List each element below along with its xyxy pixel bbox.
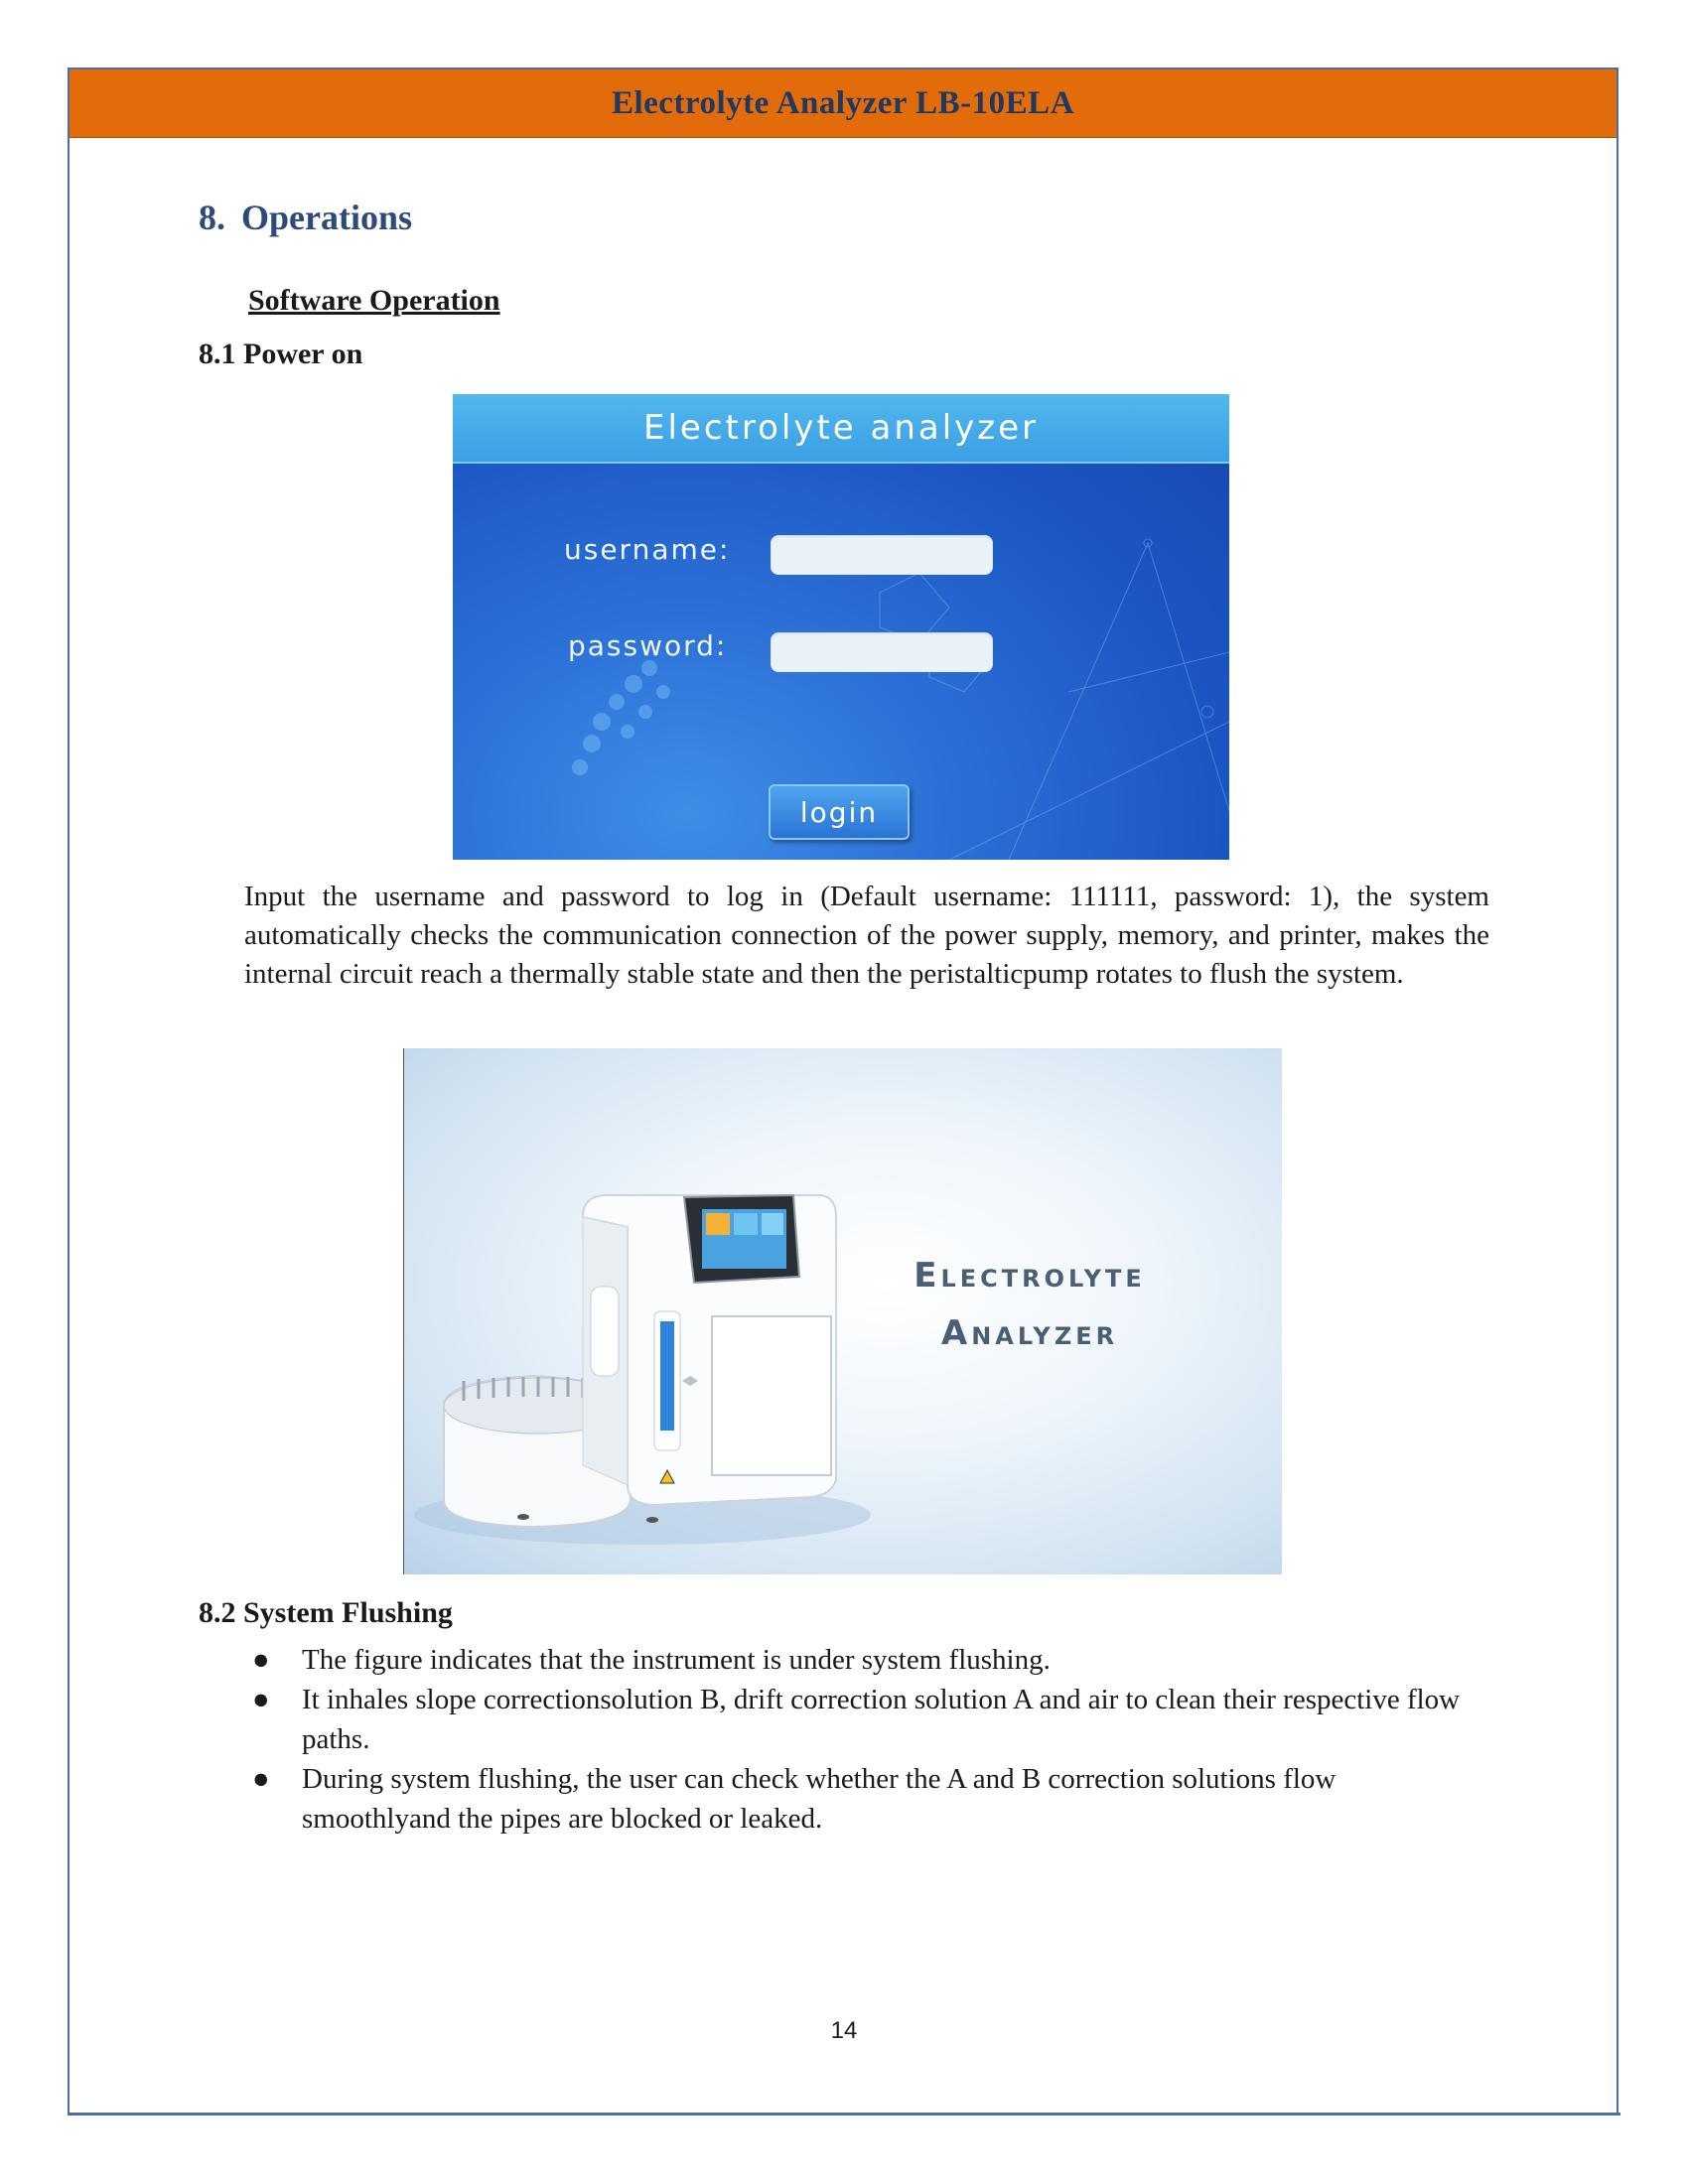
subsection-title: Software Operation (248, 284, 500, 317)
list-item-text: It inhales slope correctionsolution B, drift correction solution A and air to clean their respective flow paths. (302, 1684, 1461, 1755)
list-item (244, 1640, 1489, 1680)
system-flushing-list (244, 1640, 1489, 1839)
list-item (244, 1759, 1489, 1839)
list-item-text: The figure indicates that the instrument is under system flushing. (302, 1644, 1051, 1676)
bullet-icon: ● (252, 1763, 270, 1795)
page-border-bottom (68, 2113, 1620, 2116)
splash-brand-line-2: Analyzer (940, 1313, 1119, 1353)
splash-brand-text (831, 1247, 1228, 1362)
list-item (244, 1680, 1489, 1759)
username-field[interactable] (771, 535, 993, 575)
login-app-title: Electrolyte analyzer (642, 408, 1040, 448)
password-field[interactable] (771, 632, 993, 672)
list-item-text: During system flushing, the user can check whether the A and B correction solutions flow smoothlyand the pipes are blocked or leaked. (302, 1763, 1336, 1835)
username-label: username: (564, 533, 731, 566)
document-title: Electrolyte Analyzer LB-10ELA (611, 84, 1075, 121)
analyzer-splash-image (403, 1048, 1282, 1574)
power-on-heading: 8.1 Power on (199, 338, 363, 370)
password-label: password: (568, 629, 728, 662)
login-button[interactable]: login (769, 784, 910, 840)
bullet-icon: ● (252, 1644, 270, 1676)
section-title: Operations (241, 198, 413, 237)
power-on-paragraph: Input the username and password to log in (Default username: 111111, password: 1), the system automatically checks the communication connection of the power supply, memory, and printer, makes the internal circuit reach a thermally stable state and then the peristalticpump rotates to flush the system. (244, 881, 1489, 990)
document-header (70, 69, 1617, 138)
page-number: 14 (830, 2017, 858, 2044)
bullet-icon: ● (252, 1684, 270, 1715)
system-flushing-heading: 8.2 System Flushing (199, 1596, 453, 1629)
login-screen-image (453, 394, 1229, 860)
splash-brand-line-1: Electrolyte (914, 1256, 1146, 1296)
section-heading (199, 197, 412, 238)
section-number: 8. (199, 198, 225, 237)
